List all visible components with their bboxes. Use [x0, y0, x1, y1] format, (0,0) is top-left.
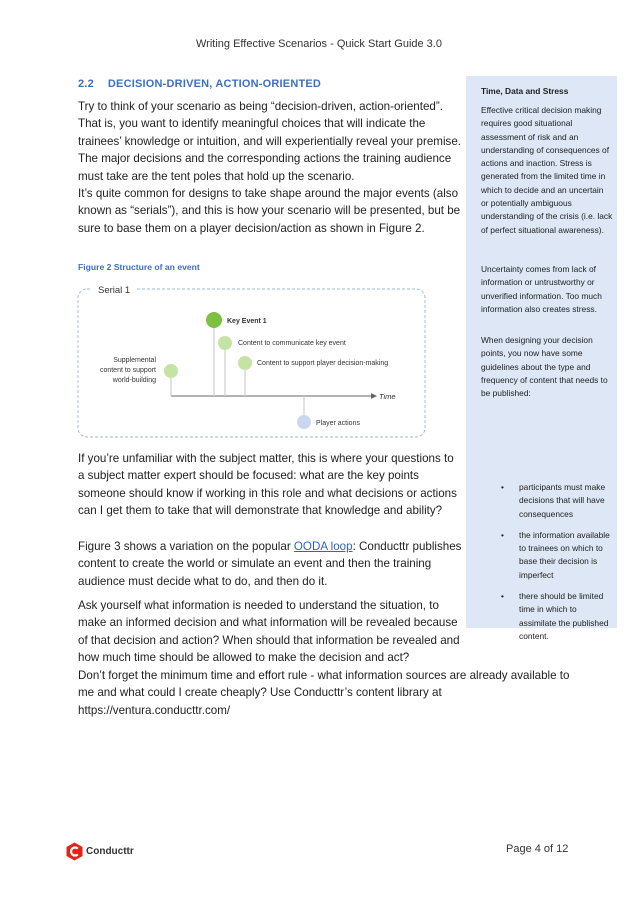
support-decision-label: Content to support player decision-making — [257, 360, 389, 367]
time-label: Time — [379, 392, 396, 401]
player-actions-dot — [297, 415, 311, 429]
paragraph-1: Try to think of your scenario as being “decision-driven, action-oriented”. That is, you want to identify meaningful choices that will indicate the trainees’ knowledge or intuition, and will experientially reveal your premise. The major decisions and the corresponding actions the training audience must take are the tent poles that hold up the scenario. — [78, 100, 462, 183]
key-event-dot — [206, 312, 222, 328]
supplemental-label-1: Supplemental — [113, 357, 156, 364]
bullet-dot-icon: • — [501, 529, 504, 540]
paragraph-5: Ask yourself what information is needed to understand the situation, to make an informed decision and what information will be revealed because of that decision and action? When should that information be revealed and how much time should be allowed to make the decision and act? — [78, 599, 460, 665]
communicate-dot — [218, 336, 232, 350]
sidebar-box — [466, 76, 617, 641]
sidebar-paragraph-3: When designing your decision points, you now have some guidelines about the type and frequency of content that needs to be published: — [481, 335, 608, 399]
support-decision-dot — [238, 356, 252, 370]
sidebar-paragraph-1: Effective critical decision making requires good situational assessment of risk and an understanding of consequences of actions and inaction. Stress is generated from the limited time in which to decide and an uncertain or potentially ambiguous understanding of the crisis (i.e. lack of perfect situational awareness). — [481, 105, 613, 235]
footer-brand: Conducttr — [86, 846, 134, 857]
section-number: 2.2 — [78, 78, 94, 90]
bullet-item: • participants must make decisions that will have consequences — [501, 482, 606, 519]
paragraph-3: If you’re unfamiliar with the subject matter, this is where your questions to a subject matter expert should be focused: what are the key points someone should know if working in this role and what decisions or actions can I get them to take that will demonstrate that knowledge and ability? — [78, 452, 457, 518]
paragraph-4 — [78, 538, 463, 590]
serial-label: Serial 1 — [98, 285, 131, 296]
bullet-item: • the information available to trainees on which to base their decision is imperfect — [501, 529, 610, 580]
paragraph-2: It’s quite common for designs to take shape around the major events (also known as “serials”), and this is how your scenario will be presented, but be sure to base them on a player decision/action as shown in Figure 2. — [78, 187, 461, 235]
ooda-loop-link[interactable]: OODA loop — [293, 540, 353, 553]
footer-logo — [66, 842, 134, 861]
event-structure-figure — [76, 282, 428, 442]
page-number: Page 4 of 12 — [506, 843, 569, 855]
conducttr-logo-icon — [66, 842, 83, 861]
communicate-label: Content to communicate key event — [238, 340, 346, 347]
key-event-label: Key Event 1 — [227, 318, 267, 325]
paragraph-6: Don’t forget the minimum time and effort rule - what information sources are already available to me and what could I create cheaply? Use Conducttr’s content library at https://ventura.conducttr.com/ — [78, 669, 570, 717]
supplemental-dot — [164, 364, 178, 378]
sidebar-paragraph-2: Uncertainty comes from lack of information or untrustworthy or unverified information. Too much information also creates stress. — [481, 264, 602, 314]
supplemental-label-3: world-building — [112, 377, 156, 384]
bullet-dot-icon: • — [501, 482, 504, 492]
section-title: DECISION-DRIVEN, ACTION-ORIENTED — [107, 78, 322, 90]
sidebar-title: Time, Data and Stress — [481, 86, 569, 96]
page-header: Writing Effective Scenarios - Quick Start Guide 3.0 — [196, 38, 442, 50]
time-arrow — [371, 393, 377, 399]
bullet-item: • there should be limited time in which to assimilate the published content. — [501, 591, 609, 641]
figure-caption: Figure 2 Structure of an event — [78, 262, 200, 272]
p4-post: : Conducttr publishes content to create the world or simulate an event and then the training audience must decide what to do, and then do it. — [78, 540, 462, 588]
section-heading — [78, 78, 321, 90]
bullet-dot-icon: • — [501, 591, 504, 602]
p4-pre: Figure 3 shows a variation on the popular — [78, 540, 294, 553]
player-actions-label: Player actions — [316, 420, 360, 427]
supplemental-label-2: content to support — [99, 367, 156, 374]
sidebar-bullet-list — [481, 481, 616, 651]
